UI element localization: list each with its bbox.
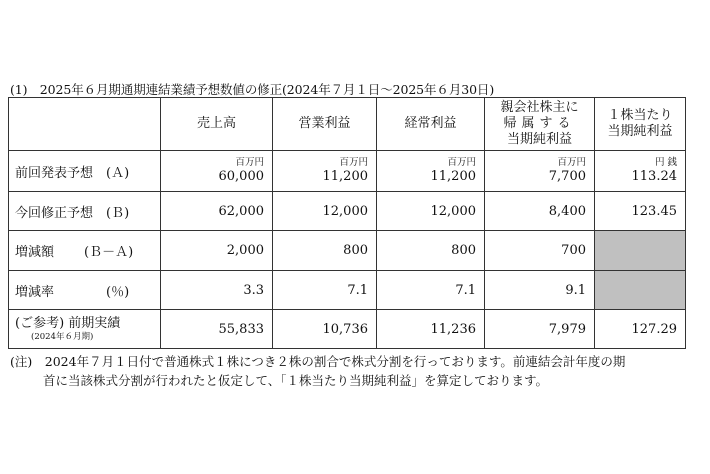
forecast-revision-table: [8, 97, 686, 349]
footnote-line1: (注) 2024年７月１日付で普通株式１株につき２株の割合で株式分割を行っております。前連結会計年度の期: [10, 354, 626, 369]
row-label-change-amount: 増減額 (Ｂ－Ａ): [9, 231, 161, 271]
table-caption: (1) 2025年６月期通期連結業績予想数値の修正(2024年７月１日～2025年６月30日): [10, 82, 495, 97]
header-net-income-line1: 親会社株主に: [500, 100, 579, 115]
cell-previous-ordinary-profit: 百万円 11,200: [377, 151, 485, 192]
row-label-revised: 今回修正予想 (Ｂ): [9, 192, 161, 231]
header-net-income-line2: 帰属する: [503, 116, 576, 131]
cell-previous-operating-profit: 百万円 11,200: [273, 151, 377, 192]
row-prior-actual: [9, 310, 686, 349]
footnote: [10, 352, 700, 390]
cell-change-sales: 2,000: [161, 231, 273, 271]
cell-previous-eps: 円 銭 113.24: [595, 151, 686, 192]
header-operating-profit: 営業利益: [273, 98, 377, 151]
header-ordinary-profit: 経常利益: [377, 98, 485, 151]
row-revised-forecast: [9, 192, 686, 231]
row-label-prior-actual: (ご参考) 前期実績 (2024年６月期): [9, 310, 161, 349]
cell-previous-sales: 百万円 60,000: [161, 151, 273, 192]
cell-rate-net-income: 9.1: [485, 271, 595, 310]
cell-revised-operating-profit: 12,000: [273, 192, 377, 231]
row-label-previous: 前回発表予想 (Ａ): [9, 151, 161, 192]
cell-change-ordinary-profit: 800: [377, 231, 485, 271]
header-eps-line2: 当期純利益: [607, 124, 673, 139]
header-eps-line1: １株当たり: [607, 108, 673, 123]
row-change-amount: [9, 231, 686, 271]
cell-prior-sales: 55,833: [161, 310, 273, 349]
cell-rate-ordinary-profit: 7.1: [377, 271, 485, 310]
cell-change-eps-shaded: [595, 231, 686, 271]
header-net-income-line3: 当期純利益: [506, 132, 572, 147]
header-eps: [595, 98, 686, 151]
row-label-change-rate: 増減率 (％): [9, 271, 161, 310]
cell-prior-operating-profit: 10,736: [273, 310, 377, 349]
cell-revised-eps: 123.45: [595, 192, 686, 231]
cell-rate-sales: 3.3: [161, 271, 273, 310]
unit-million-yen: 百万円: [447, 157, 476, 168]
row-change-rate: [9, 271, 686, 310]
unit-million-yen: 百万円: [339, 157, 368, 168]
row-sublabel-prior-actual: (2024年６月期): [31, 331, 94, 342]
cell-change-net-income: 700: [485, 231, 595, 271]
cell-previous-net-income: 百万円 7,700: [485, 151, 595, 192]
cell-revised-net-income: 8,400: [485, 192, 595, 231]
cell-change-operating-profit: 800: [273, 231, 377, 271]
header-net-income: [485, 98, 595, 151]
unit-million-yen: 百万円: [235, 157, 264, 168]
header-row: [9, 98, 686, 151]
cell-rate-operating-profit: 7.1: [273, 271, 377, 310]
cell-prior-net-income: 7,979: [485, 310, 595, 349]
header-corner-cell: [9, 98, 161, 151]
header-sales: 売上高: [161, 98, 273, 151]
cell-revised-ordinary-profit: 12,000: [377, 192, 485, 231]
cell-rate-eps-shaded: [595, 271, 686, 310]
unit-yen-sen: 円 銭: [654, 157, 677, 168]
cell-revised-sales: 62,000: [161, 192, 273, 231]
row-previous-forecast: [9, 151, 686, 192]
cell-prior-ordinary-profit: 11,236: [377, 310, 485, 349]
unit-million-yen: 百万円: [557, 157, 586, 168]
footnote-line2: 首に当該株式分割が行われたと仮定して、「１株当たり当期純利益」を算定しております。: [43, 373, 549, 388]
cell-prior-eps: 127.29: [595, 310, 686, 349]
